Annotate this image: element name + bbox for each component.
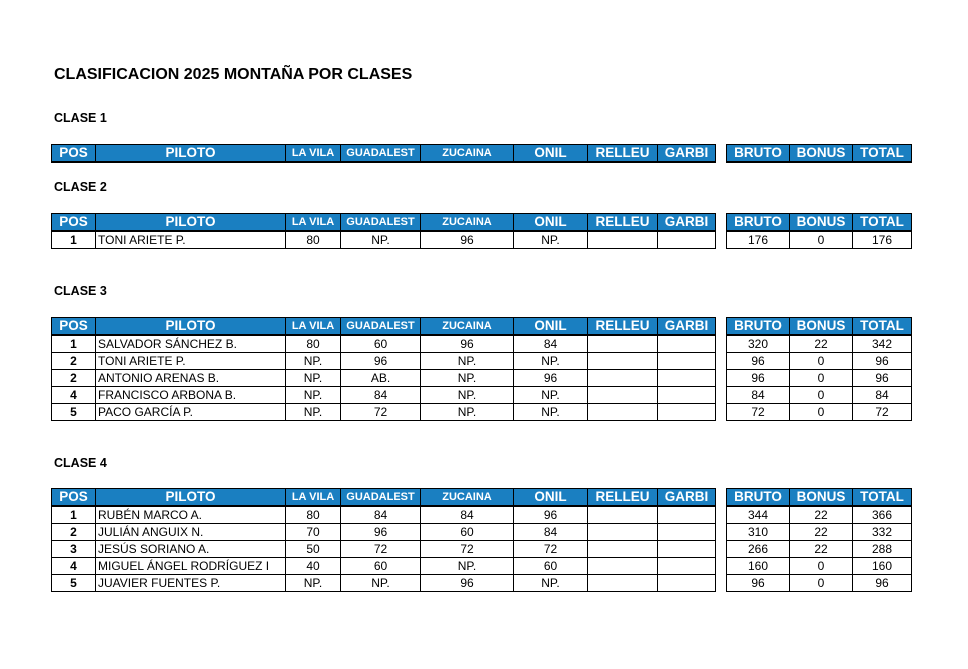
cell-zucaina: 72 (421, 541, 514, 558)
header-row (52, 214, 716, 232)
table-row (727, 404, 912, 421)
cell-zucaina: 96 (421, 335, 514, 353)
header-la-vila: LA VILA (286, 318, 341, 336)
table-row (52, 231, 716, 249)
cell-garbi (658, 387, 716, 404)
cell-piloto: JULIÁN ANGUIX N. (96, 524, 286, 541)
clase-1-title: CLASE 1 (54, 111, 107, 125)
cell-onil: 60 (514, 558, 588, 575)
header-garbi: GARBI (658, 214, 716, 232)
cell-piloto: TONI ARIETE P. (96, 231, 286, 249)
cell-bruto: 96 (727, 353, 790, 370)
cell-zucaina: 96 (421, 231, 514, 249)
header-pos: POS (52, 318, 96, 336)
table-row (727, 387, 912, 404)
cell-zucaina: 84 (421, 506, 514, 524)
cell-zucaina: NP. (421, 387, 514, 404)
cell-relleu (588, 387, 658, 404)
table-row (727, 353, 912, 370)
header-total: TOTAL (853, 214, 912, 232)
header-zucaina: ZUCAINA (421, 318, 514, 336)
table-row (727, 524, 912, 541)
header-onil: ONIL (514, 489, 588, 507)
cell-bonus: 0 (790, 404, 853, 421)
header-relleu: RELLEU (588, 214, 658, 232)
table-row (52, 370, 716, 387)
header-bonus: BONUS (790, 145, 853, 163)
cell-la-vila: NP. (286, 353, 341, 370)
cell-total: 366 (853, 506, 912, 524)
table-row (727, 231, 912, 249)
cell-la-vila: 40 (286, 558, 341, 575)
cell-zucaina: 96 (421, 575, 514, 592)
table-row (52, 541, 716, 558)
header-guadalest: GUADALEST (341, 214, 421, 232)
cell-garbi (658, 335, 716, 353)
clase-4-title: CLASE 4 (54, 456, 107, 470)
cell-relleu (588, 353, 658, 370)
table-row (52, 558, 716, 575)
cell-relleu (588, 404, 658, 421)
cell-relleu (588, 558, 658, 575)
cell-piloto: RUBÉN MARCO A. (96, 506, 286, 524)
cell-pos: 1 (52, 335, 96, 353)
table-row (52, 353, 716, 370)
cell-bruto: 310 (727, 524, 790, 541)
cell-piloto: TONI ARIETE P. (96, 353, 286, 370)
cell-bruto: 344 (727, 506, 790, 524)
cell-bonus: 22 (790, 506, 853, 524)
clase-3-totals-table (726, 317, 912, 421)
cell-la-vila: NP. (286, 370, 341, 387)
cell-pos: 4 (52, 558, 96, 575)
cell-garbi (658, 404, 716, 421)
cell-bruto: 96 (727, 575, 790, 592)
header-bruto: BRUTO (727, 318, 790, 336)
header-piloto: PILOTO (96, 145, 286, 163)
cell-bruto: 84 (727, 387, 790, 404)
cell-relleu (588, 541, 658, 558)
clase-3-title: CLASE 3 (54, 284, 107, 298)
cell-bonus: 0 (790, 575, 853, 592)
table-row (727, 370, 912, 387)
cell-total: 96 (853, 370, 912, 387)
cell-relleu (588, 231, 658, 249)
cell-zucaina: NP. (421, 370, 514, 387)
header-total: TOTAL (853, 145, 912, 163)
cell-bonus: 22 (790, 541, 853, 558)
cell-total: 176 (853, 231, 912, 249)
cell-guadalest: 72 (341, 541, 421, 558)
header-piloto: PILOTO (96, 489, 286, 507)
cell-bruto: 72 (727, 404, 790, 421)
header-piloto: PILOTO (96, 214, 286, 232)
cell-onil: 72 (514, 541, 588, 558)
header-relleu: RELLEU (588, 489, 658, 507)
cell-piloto: MIGUEL ÁNGEL RODRÍGUEZ I (96, 558, 286, 575)
header-row (727, 214, 912, 232)
cell-zucaina: NP. (421, 353, 514, 370)
header-bruto: BRUTO (727, 214, 790, 232)
header-relleu: RELLEU (588, 318, 658, 336)
header-bonus: BONUS (790, 489, 853, 507)
table-row (727, 558, 912, 575)
header-pos: POS (52, 489, 96, 507)
cell-onil: NP. (514, 404, 588, 421)
header-zucaina: ZUCAINA (421, 145, 514, 163)
clase-3-results-table (51, 317, 716, 421)
table-row (727, 541, 912, 558)
header-relleu: RELLEU (588, 145, 658, 163)
header-row (727, 489, 912, 507)
header-onil: ONIL (514, 214, 588, 232)
header-row (52, 318, 716, 336)
cell-relleu (588, 335, 658, 353)
cell-garbi (658, 370, 716, 387)
header-bruto: BRUTO (727, 489, 790, 507)
header-la-vila: LA VILA (286, 489, 341, 507)
cell-total: 332 (853, 524, 912, 541)
cell-zucaina: NP. (421, 404, 514, 421)
header-pos: POS (52, 214, 96, 232)
cell-pos: 2 (52, 353, 96, 370)
clase-2-totals-table (726, 213, 912, 249)
cell-onil: NP. (514, 353, 588, 370)
cell-bonus: 0 (790, 353, 853, 370)
header-garbi: GARBI (658, 145, 716, 163)
clase-1-totals-table (726, 144, 912, 163)
cell-la-vila: NP. (286, 387, 341, 404)
cell-relleu (588, 370, 658, 387)
cell-guadalest: 84 (341, 387, 421, 404)
cell-la-vila: 80 (286, 506, 341, 524)
cell-pos: 1 (52, 506, 96, 524)
header-pos: POS (52, 145, 96, 163)
table-row (52, 404, 716, 421)
cell-piloto: JESÚS SORIANO A. (96, 541, 286, 558)
cell-garbi (658, 506, 716, 524)
header-total: TOTAL (853, 318, 912, 336)
table-row (727, 575, 912, 592)
header-la-vila: LA VILA (286, 214, 341, 232)
cell-la-vila: 70 (286, 524, 341, 541)
header-piloto: PILOTO (96, 318, 286, 336)
cell-bonus: 0 (790, 387, 853, 404)
cell-la-vila: 80 (286, 335, 341, 353)
cell-la-vila: NP. (286, 575, 341, 592)
cell-total: 72 (853, 404, 912, 421)
clase-4-results-table (51, 488, 716, 592)
header-onil: ONIL (514, 318, 588, 336)
table-row (52, 575, 716, 592)
cell-relleu (588, 575, 658, 592)
cell-onil: 84 (514, 335, 588, 353)
cell-total: 160 (853, 558, 912, 575)
clase-2-results-table (51, 213, 716, 249)
header-bonus: BONUS (790, 318, 853, 336)
cell-garbi (658, 353, 716, 370)
cell-onil: 96 (514, 370, 588, 387)
cell-relleu (588, 524, 658, 541)
cell-total: 342 (853, 335, 912, 353)
cell-pos: 5 (52, 404, 96, 421)
cell-bruto: 96 (727, 370, 790, 387)
table-row (727, 335, 912, 353)
header-onil: ONIL (514, 145, 588, 163)
cell-piloto: FRANCISCO ARBONA B. (96, 387, 286, 404)
cell-piloto: ANTONIO ARENAS B. (96, 370, 286, 387)
cell-relleu (588, 506, 658, 524)
cell-onil: 84 (514, 524, 588, 541)
cell-pos: 2 (52, 524, 96, 541)
cell-bruto: 160 (727, 558, 790, 575)
cell-guadalest: 96 (341, 524, 421, 541)
cell-guadalest: 72 (341, 404, 421, 421)
header-bonus: BONUS (790, 214, 853, 232)
cell-la-vila: NP. (286, 404, 341, 421)
table-row (52, 506, 716, 524)
page-title: CLASIFICACION 2025 MONTAÑA POR CLASES (54, 66, 413, 83)
table-row (727, 506, 912, 524)
cell-piloto: JUAVIER FUENTES P. (96, 575, 286, 592)
cell-garbi (658, 541, 716, 558)
cell-garbi (658, 558, 716, 575)
cell-total: 288 (853, 541, 912, 558)
clase-1-results-table (51, 144, 716, 163)
cell-onil: NP. (514, 231, 588, 249)
cell-total: 96 (853, 353, 912, 370)
cell-pos: 5 (52, 575, 96, 592)
cell-piloto: SALVADOR SÁNCHEZ B. (96, 335, 286, 353)
cell-piloto: PACO GARCÍA P. (96, 404, 286, 421)
cell-bruto: 176 (727, 231, 790, 249)
cell-zucaina: NP. (421, 558, 514, 575)
header-bruto: BRUTO (727, 145, 790, 163)
cell-zucaina: 60 (421, 524, 514, 541)
header-guadalest: GUADALEST (341, 318, 421, 336)
cell-guadalest: 96 (341, 353, 421, 370)
header-row (727, 145, 912, 163)
header-row (52, 489, 716, 507)
header-la-vila: LA VILA (286, 145, 341, 163)
cell-guadalest: NP. (341, 575, 421, 592)
cell-pos: 4 (52, 387, 96, 404)
cell-garbi (658, 524, 716, 541)
cell-guadalest: NP. (341, 231, 421, 249)
clase-4-totals-table (726, 488, 912, 592)
header-garbi: GARBI (658, 489, 716, 507)
table-row (52, 387, 716, 404)
header-zucaina: ZUCAINA (421, 214, 514, 232)
header-guadalest: GUADALEST (341, 489, 421, 507)
cell-guadalest: 84 (341, 506, 421, 524)
cell-guadalest: 60 (341, 335, 421, 353)
header-guadalest: GUADALEST (341, 145, 421, 163)
cell-pos: 3 (52, 541, 96, 558)
cell-onil: NP. (514, 387, 588, 404)
cell-total: 84 (853, 387, 912, 404)
cell-la-vila: 80 (286, 231, 341, 249)
cell-bonus: 22 (790, 524, 853, 541)
header-zucaina: ZUCAINA (421, 489, 514, 507)
clase-2-title: CLASE 2 (54, 180, 107, 194)
cell-garbi (658, 575, 716, 592)
cell-bonus: 0 (790, 231, 853, 249)
cell-bruto: 320 (727, 335, 790, 353)
cell-bonus: 0 (790, 370, 853, 387)
cell-guadalest: AB. (341, 370, 421, 387)
cell-pos: 2 (52, 370, 96, 387)
header-row (52, 145, 716, 163)
header-row (727, 318, 912, 336)
cell-onil: NP. (514, 575, 588, 592)
table-row (52, 335, 716, 353)
cell-guadalest: 60 (341, 558, 421, 575)
cell-onil: 96 (514, 506, 588, 524)
header-total: TOTAL (853, 489, 912, 507)
cell-la-vila: 50 (286, 541, 341, 558)
header-garbi: GARBI (658, 318, 716, 336)
cell-pos: 1 (52, 231, 96, 249)
table-row (52, 524, 716, 541)
cell-bonus: 22 (790, 335, 853, 353)
cell-garbi (658, 231, 716, 249)
cell-total: 96 (853, 575, 912, 592)
cell-bonus: 0 (790, 558, 853, 575)
cell-bruto: 266 (727, 541, 790, 558)
